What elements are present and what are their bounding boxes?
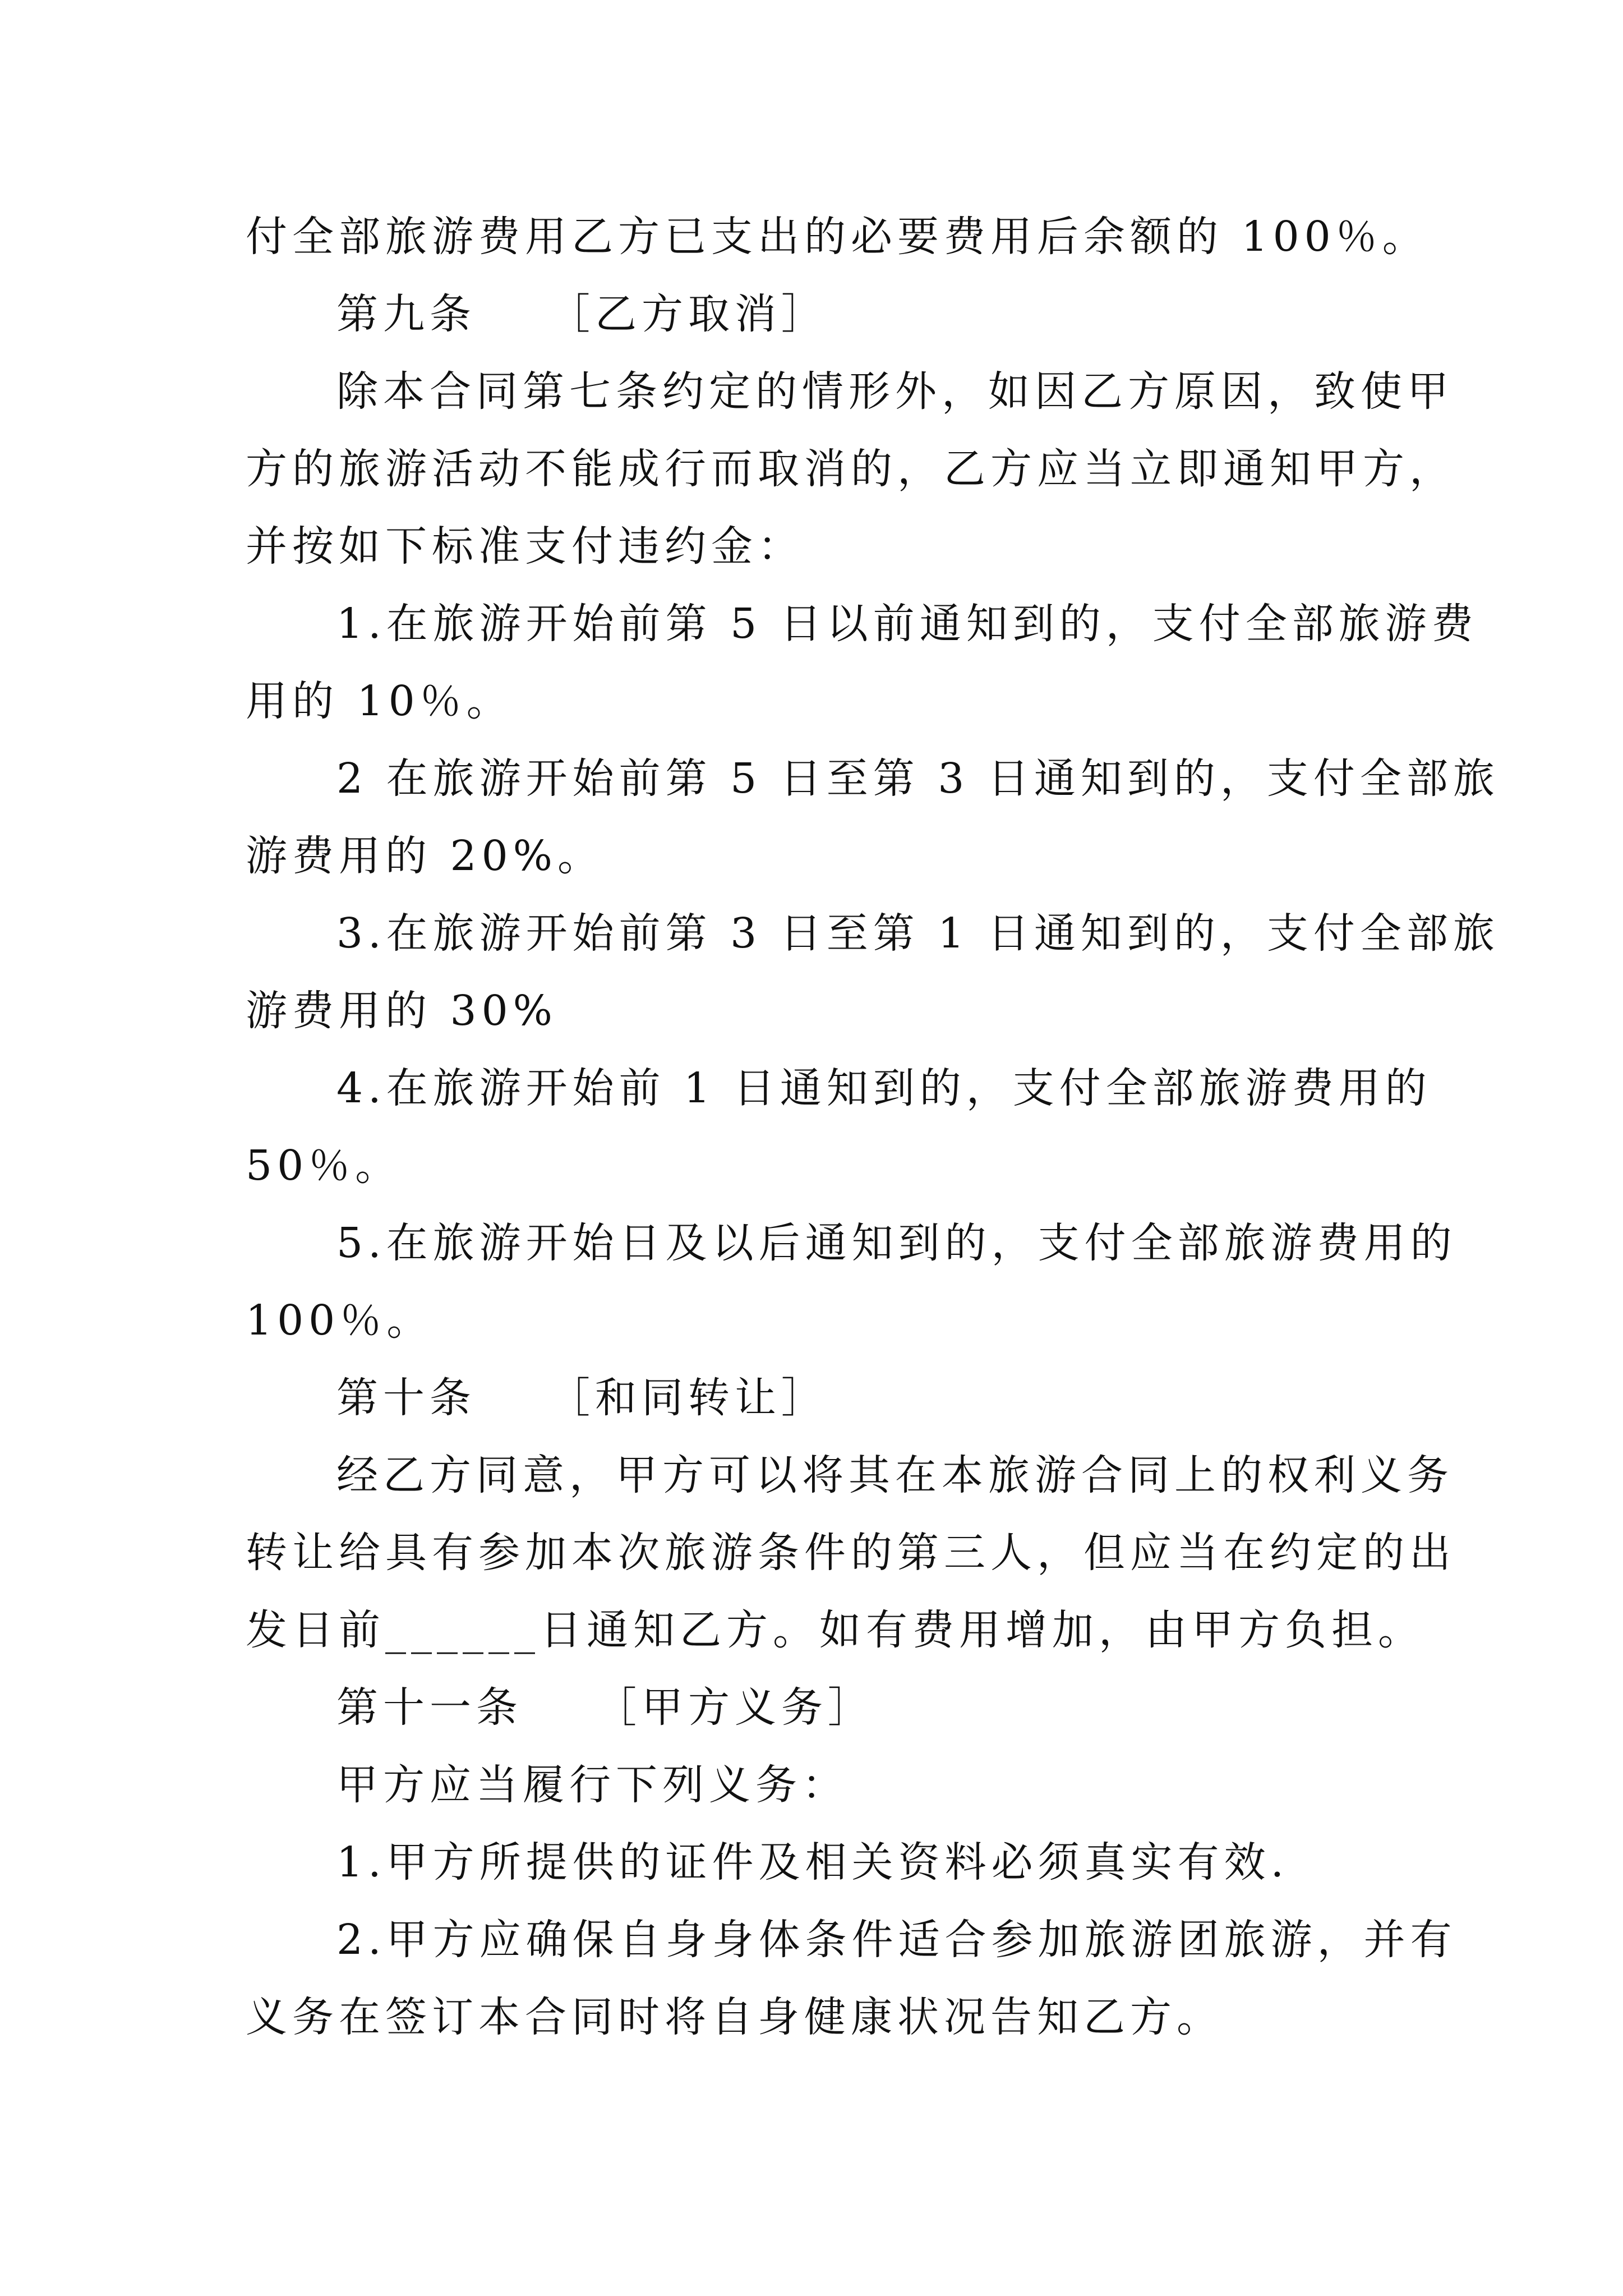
text-line: 2 在旅游开始前第 5 日至第 3 日通知到的，支付全部旅 <box>336 754 1500 803</box>
text-line: 并按如下标准支付违约金： <box>246 522 804 570</box>
text-line: 付全部旅游费用乙方已支出的必要费用后余额的 100％。 <box>246 213 1429 261</box>
text-line: 1.甲方所提供的证件及相关资料必须真实有效. <box>336 1838 1289 1887</box>
text-line: 转让给具有参加本次旅游条件的第三人，但应当在约定的出 <box>246 1529 1456 1577</box>
text-line: 1.在旅游开始前第 5 日以前通知到的，支付全部旅游费 <box>336 600 1478 648</box>
article-heading: 第十一条 ［甲方义务］ <box>336 1683 874 1732</box>
text-line: 经乙方同意，甲方可以将其在本旅游合同上的权利义务 <box>336 1451 1454 1499</box>
text-line: 发日前______日通知乙方。如有费用增加，由甲方负担。 <box>246 1606 1424 1654</box>
text-line: 5.在旅游开始日及以后通知到的，支付全部旅游费用的 <box>336 1219 1457 1267</box>
text-line: 100％。 <box>246 1296 434 1345</box>
text-line: 50％。 <box>246 1142 402 1190</box>
text-line: 甲方应当履行下列义务： <box>336 1761 849 1809</box>
text-line: 3.在旅游开始前第 3 日至第 1 日通知到的，支付全部旅 <box>336 909 1500 958</box>
text-line: 义务在签订本合同时将自身健康状况告知乙方。 <box>246 1993 1223 2041</box>
text-line: 4.在旅游开始前 1 日通知到的，支付全部旅游费用的 <box>336 1064 1432 1112</box>
text-line: 游费用的 20%。 <box>246 832 604 880</box>
text-line: 游费用的 30% <box>246 987 557 1035</box>
article-heading: 第九条 ［乙方取消］ <box>336 290 828 338</box>
text-line: 除本合同第七条约定的情形外，如因乙方原因，致使甲 <box>336 367 1454 416</box>
text-line: 2.甲方应确保自身身体条件适合参加旅游团旅游，并有 <box>336 1916 1457 1964</box>
text-line: 用的 10％。 <box>246 677 513 725</box>
article-heading: 第十条 ［和同转让］ <box>336 1374 828 1422</box>
text-line: 方的旅游活动不能成行而取消的，乙方应当立即通知甲方， <box>246 445 1456 493</box>
